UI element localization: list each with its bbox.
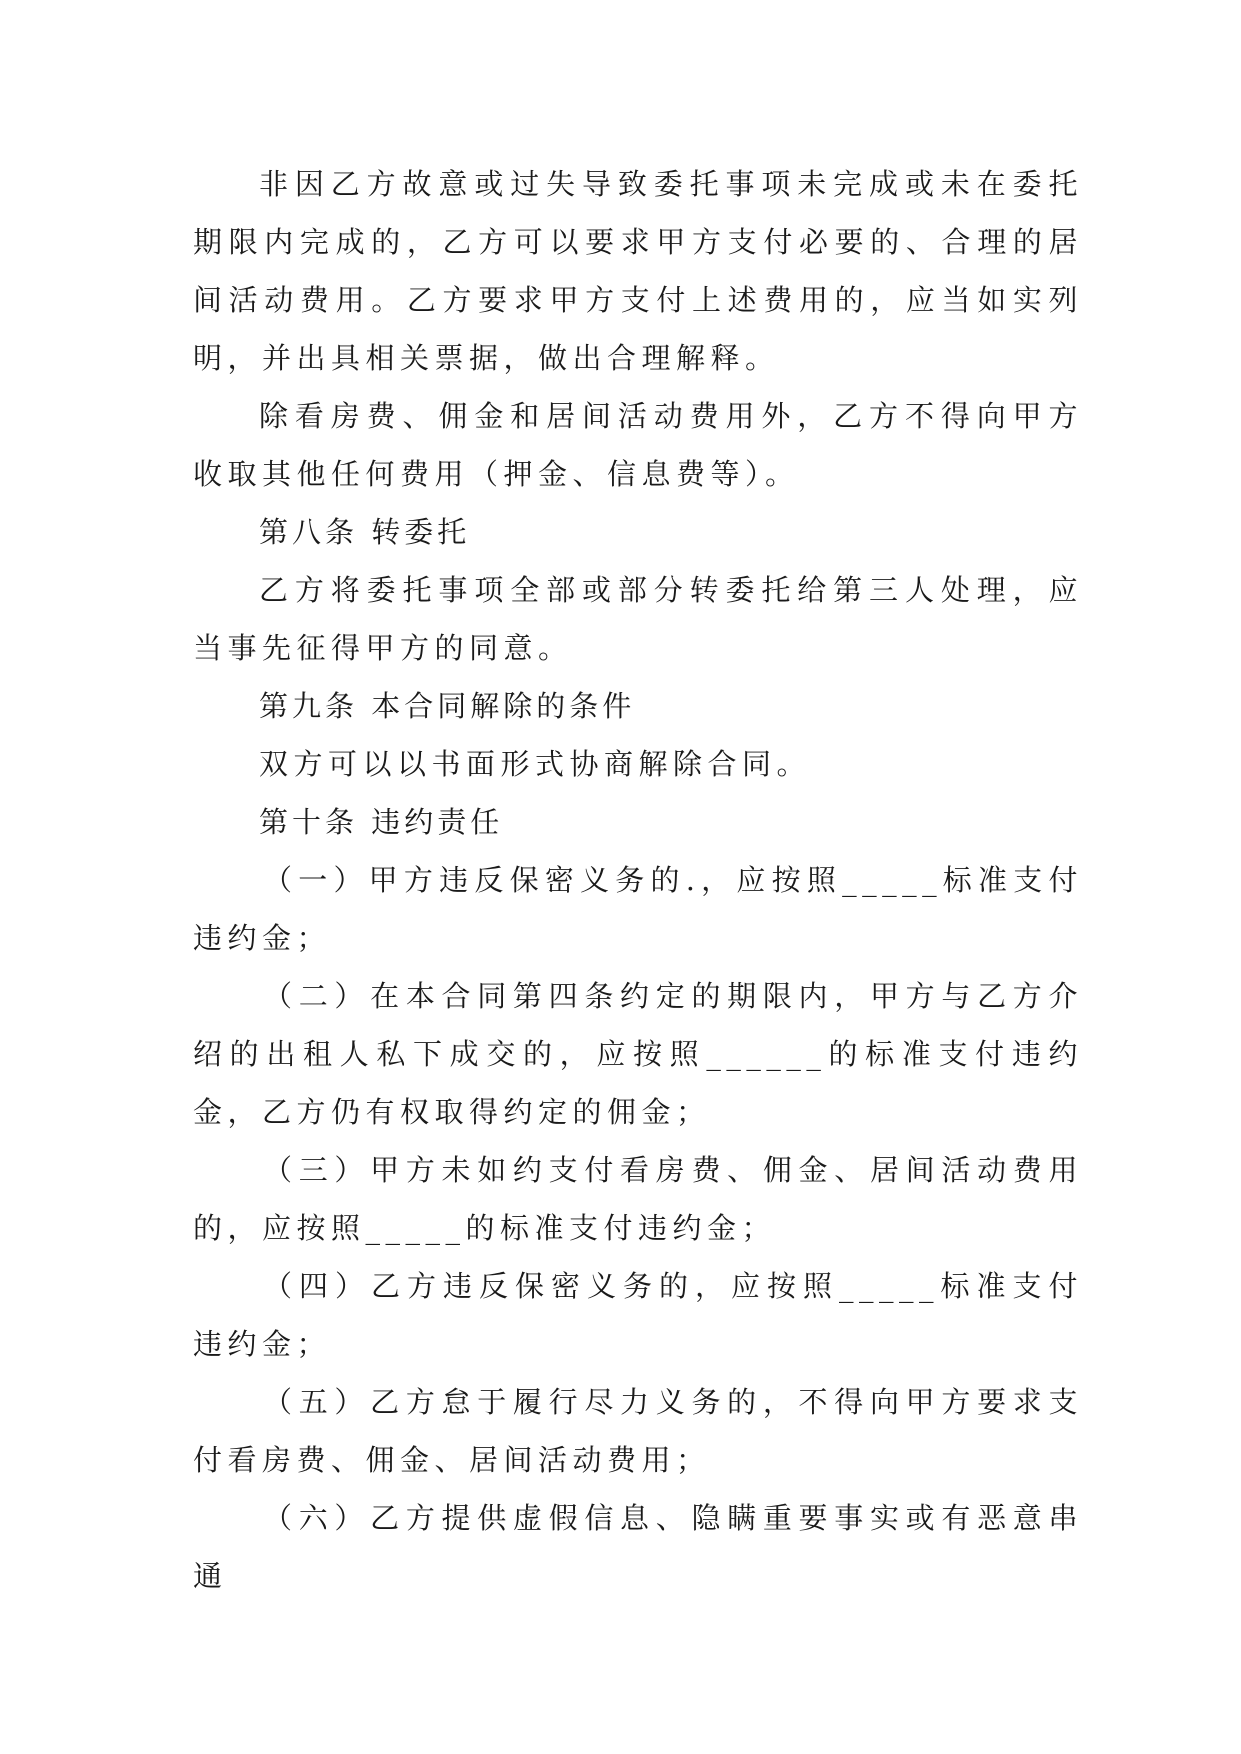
heading-article-10: 第十条 违约责任	[259, 805, 504, 839]
heading-article-8: 第八条 转委托	[259, 515, 471, 549]
liability-item-4: （四）乙方违反保密义务的，应按照_____标准支付违约金；	[193, 1269, 1083, 1361]
liability-item-2: （二）在本合同第四条约定的期限内，甲方与乙方介绍的出租人私下成交的，应按照______的标准支付违约金，乙方仍有权取得约定的佣金；	[193, 979, 1083, 1129]
liability-item-3: （三）甲方未如约支付看房费、佣金、居间活动费用的，应按照_____的标准支付违约金；	[193, 1153, 1083, 1245]
liability-item-1: （一）甲方违反保密义务的.，应按照_____标准支付违约金；	[193, 863, 1083, 955]
paragraph-termination: 双方可以以书面形式协商解除合同。	[259, 747, 812, 781]
paragraph-no-other-fees: 除看房费、佣金和居间活动费用外，乙方不得向甲方收取其他任何费用（押金、信息费等）。	[193, 399, 1083, 491]
heading-article-9: 第九条 本合同解除的条件	[259, 689, 636, 723]
liability-item-5: （五）乙方怠于履行尽力义务的，不得向甲方要求支付看房费、佣金、居间活动费用；	[193, 1385, 1083, 1477]
paragraph-fee-on-incomplete: 非因乙方故意或过失导致委托事项未完成或未在委托期限内完成的，乙方可以要求甲方支付必要的、合理的居间活动费用。乙方要求甲方支付上述费用的，应当如实列明，并出具相关票据，做出合理解释。	[193, 167, 1083, 375]
document-body	[193, 155, 1083, 1605]
paragraph-subdelegation: 乙方将委托事项全部或部分转委托给第三人处理，应当事先征得甲方的同意。	[193, 573, 1083, 665]
liability-item-6: （六）乙方提供虚假信息、隐瞒重要事实或有恶意串通	[193, 1501, 1083, 1593]
